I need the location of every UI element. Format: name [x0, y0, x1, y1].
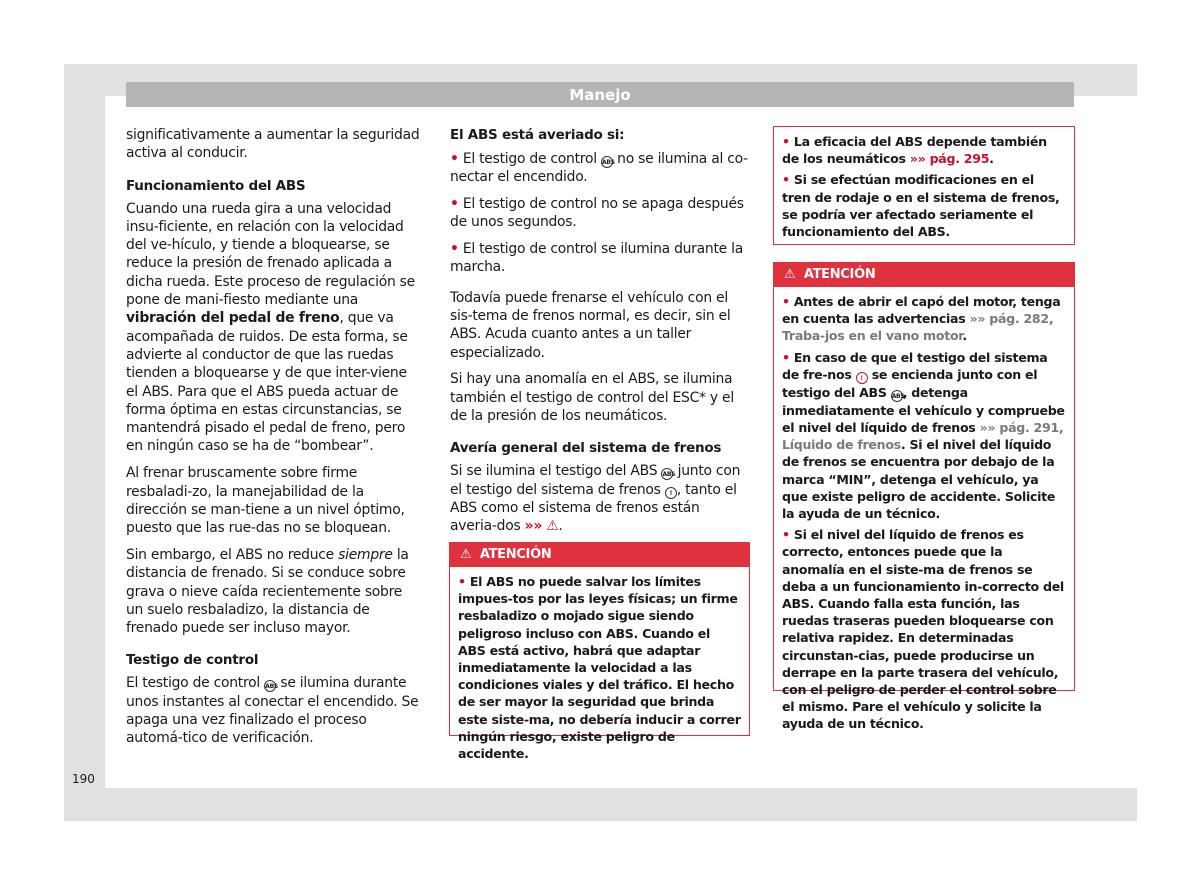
section-header: Manejo	[126, 82, 1074, 107]
abs-warning-icon: ABS	[601, 156, 613, 168]
paragraph-funcionamiento: Cuando una rueda gira a una velocidad insu-ficiente, en relación con la velocidad del ve-hículo, y tiende a bloquearse, se reduce la presión de frenado aplicada a dicha rueda. Este proceso de regulación se pone de mani-fiesto mediante una vibración del pedal de freno, que va acompañada de ruidos. De esta forma, se advierte al conductor de que las ruedas tienden a bloquearse y de que inter-viene el ABS. Para que el ABS pueda actuar de forma óptima en estas circunstancias, se mantendrá pisado el pedal de freno, pero en ningún caso se ha de “bombear”.	[126, 200, 415, 455]
note-box-abs	[773, 126, 1075, 245]
column-1	[126, 126, 422, 756]
abs-warning-icon: ABS	[661, 468, 673, 480]
bullet-ilumina-marcha: • El testigo de control se ilumina durante la marcha.	[450, 241, 743, 276]
warning-box-frenos	[773, 262, 1075, 732]
paragraph-frenar-bruscamente: Al frenar bruscamente sobre firme resbaladi-zo, la manejabilidad de la dirección se man-tiene a un nivel óptimo, puesto que las rue-das no se bloquean.	[126, 465, 405, 537]
note-body	[774, 127, 1074, 248]
intro-paragraph: significativamente a aumentar la seguridad activa al conducir.	[126, 127, 420, 162]
heading-funcionamiento: Funcionamiento del ABS	[126, 177, 306, 194]
bullet-no-apaga: • El testigo de control no se apaga después de unos segundos.	[450, 196, 744, 231]
heading-averia-general: Avería general del sistema de frenos	[450, 440, 722, 457]
brake-warning-icon: !	[856, 372, 868, 384]
paragraph-anomalia: Si hay una anomalía en el ABS, se ilumina también el testigo de control del ESC* y el de la presión de los neumáticos.	[450, 371, 734, 425]
warning-item: • Si el nivel del líquido de frenos es correcto, entonces puede que la anomalía en el siste-ma de frenos se deba a un funcionamiento in-correcto del ABS. Cuando falla esta función, las ruedas traseras pueden bloquearse con relativa rapidez. En determinadas circunstan-cias, puede producirse un derrape en la parte trasera del vehículo, con el peligro de perder el control sobre el mismo. Pare el vehículo y solicite la ayuda de un técnico.	[782, 527, 1064, 732]
bullet-no-ilumina: • El testigo de control ABS no se ilumina al co-nectar el encendido.	[450, 151, 748, 186]
warning-item: • El ABS no puede salvar los límites impues-tos por las leyes físicas; un firme resbaladizo o mojado sigue siendo peligroso incluso con ABS. Cuando el ABS está activo, habrá que adaptar inmediatamente la velocidad a las condiciones viales y del tráfico. El hecho de ser mayor la seguridad que brinda este siste-ma, no debería inducir a correr ningún riesgo, existe peligro de accidente.	[458, 574, 741, 762]
warning-item: • Antes de abrir el capó del motor, tenga en cuenta las advertencias »» pág. 282, Traba-jos en el vano motor.	[782, 294, 1061, 344]
paragraph-frenarse: Todavía puede frenarse el vehículo con el sis-tema de frenos normal, es decir, sin el ABS. Acuda cuanto antes a un taller especializado.	[450, 289, 731, 361]
warning-header: ⚠ ATENCIÓN	[450, 543, 749, 567]
warning-item: • En caso de que el testigo del sistema de fre-nos ! se encienda junto con el testigo del ABS ABS, detenga inmediatamente el vehículo y compruebe el nivel del líquido de frenos »» pág. 291, Líquido de frenos. Si el nivel del líquido de frenos se encuentra por debajo de la marca “MIN”, detenga el vehículo, ya que existe peligro de accidente. Solicite la ayuda de un técnico.	[782, 349, 1065, 522]
warning-header: ⚠ ATENCIÓN	[774, 263, 1074, 287]
page-number: 190	[72, 772, 95, 786]
abs-warning-icon: ABS	[891, 390, 903, 402]
brake-warning-icon: !	[665, 487, 677, 499]
warning-triangle-icon: ⚠	[784, 267, 796, 282]
warning-body	[450, 567, 749, 770]
paragraph-sin-embargo: Sin embargo, el ABS no reduce siempre la distancia de frenado. Si se conduce sobre grava o nieve caída recientemente sobre un suelo resbaladizo, la distancia de frenado puede ser incluso mayor.	[126, 546, 409, 637]
page-reference-link[interactable]: »» pág. 295	[909, 151, 990, 167]
paragraph-testigo: El testigo de control ABS se ilumina durante unos instantes al conectar el encendido. Se apaga una vez finalizado el proceso automá-tico de verificación.	[126, 675, 419, 747]
warning-box-abs	[449, 542, 750, 762]
warning-triangle-icon: ⚠	[460, 547, 472, 562]
heading-abs-averiado: El ABS está averiado si:	[450, 127, 625, 143]
page-reference-link[interactable]: »» pág. 282, Traba-jos en el vano motor	[782, 311, 1054, 344]
page-reference-link[interactable]: »» pág. 291, Líquido de frenos	[782, 420, 1064, 453]
warning-triangle-icon[interactable]: ⚠	[546, 518, 559, 535]
heading-testigo: Testigo de control	[126, 652, 259, 669]
note-item: • Si se efectúan modificaciones en el tren de rodaje o en el sistema de frenos, se podría ver afectado seriamente el funcionamiento del ABS.	[782, 172, 1060, 240]
column-2	[450, 126, 750, 544]
note-item: • La eficacia del ABS depende también de los neumáticos »» pág. 295.	[782, 134, 1047, 167]
paragraph-averia: Si se ilumina el testigo del ABS ABS junto con el testigo del sistema de frenos ! , tanto el ABS como el sistema de frenos están averia-dos »» ⚠.	[450, 463, 741, 535]
cross-reference-arrows[interactable]: »»	[524, 518, 543, 535]
abs-warning-icon: ABS	[264, 680, 276, 692]
warning-body	[774, 287, 1074, 741]
